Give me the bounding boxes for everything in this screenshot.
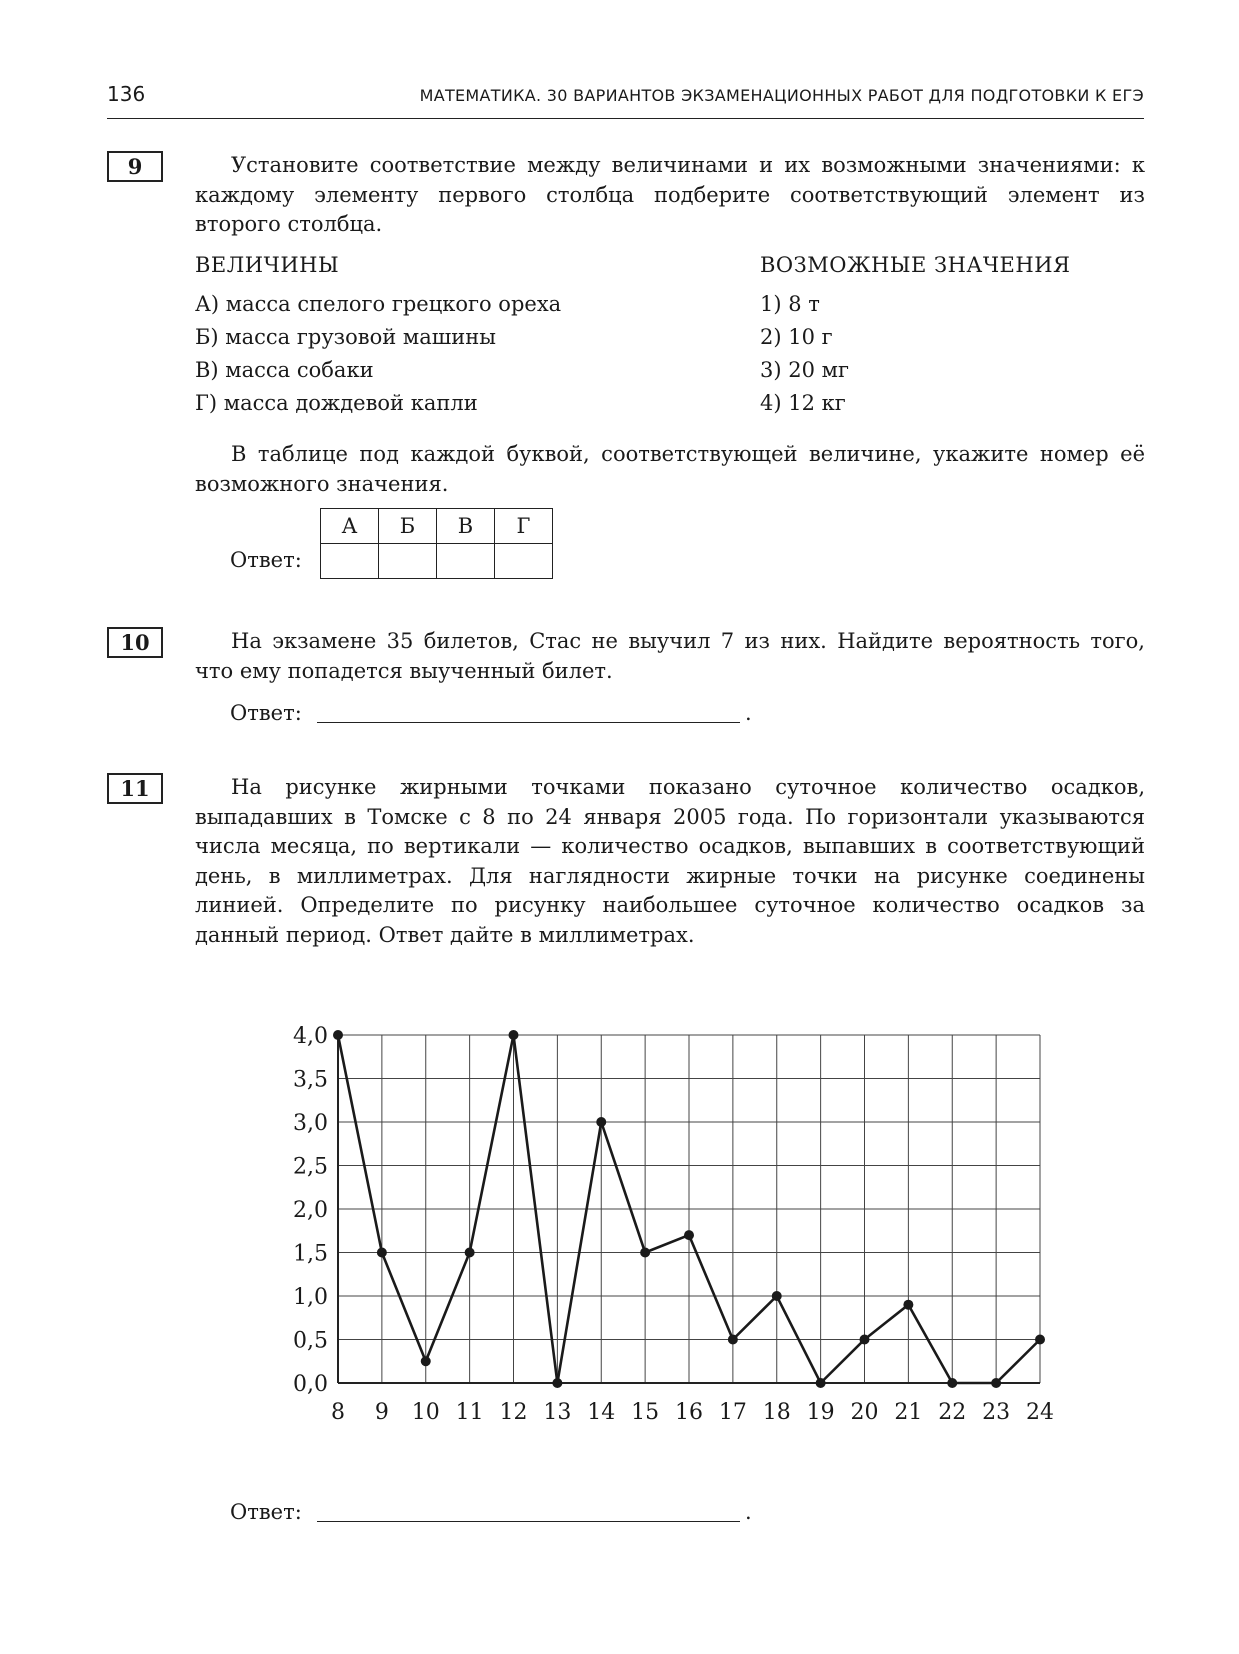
quantity-item: Б) масса грузовой машины bbox=[195, 325, 496, 349]
task-9-answer-label: Ответ: bbox=[230, 548, 302, 572]
x-tick-label: 8 bbox=[331, 1400, 345, 1425]
task-9-number: 9 bbox=[107, 151, 163, 182]
y-tick-label: 2,0 bbox=[293, 1198, 328, 1223]
task-11-number: 11 bbox=[107, 773, 163, 804]
x-tick-label: 12 bbox=[499, 1400, 528, 1425]
value-item: 4) 12 кг bbox=[760, 391, 846, 415]
x-tick-label: 17 bbox=[718, 1400, 747, 1425]
value-item: 3) 20 мг bbox=[760, 358, 849, 382]
answer-column-letter: Б bbox=[379, 509, 437, 544]
data-point bbox=[903, 1300, 913, 1310]
x-tick-label: 9 bbox=[374, 1400, 389, 1425]
y-tick-label: 1,5 bbox=[293, 1241, 328, 1267]
quantity-item: Г) масса дождевой капли bbox=[195, 391, 478, 415]
y-tick-labels bbox=[293, 1024, 328, 1397]
task-10-text: На экзамене 35 билетов, Стас не выучил 7 из них. Найдите вероятность того, что ему попадется выученный билет. bbox=[195, 629, 1145, 683]
x-tick-label: 23 bbox=[982, 1400, 1011, 1425]
data-point bbox=[465, 1248, 475, 1258]
y-tick-label: 2,5 bbox=[293, 1154, 328, 1180]
task-11-answer-line[interactable] bbox=[317, 1521, 740, 1522]
chart-grid bbox=[338, 1035, 1040, 1383]
x-tick-label: 16 bbox=[675, 1400, 703, 1425]
x-tick-label: 24 bbox=[1026, 1400, 1054, 1425]
data-point bbox=[421, 1356, 431, 1366]
x-tick-label: 21 bbox=[894, 1400, 923, 1425]
quantity-item: В) масса собаки bbox=[195, 358, 374, 382]
quantity-item: А) масса спелого грецкого ореха bbox=[195, 292, 562, 316]
data-point bbox=[596, 1117, 606, 1127]
data-point bbox=[860, 1335, 870, 1345]
x-tick-label: 14 bbox=[587, 1400, 616, 1425]
x-tick-label: 20 bbox=[850, 1400, 879, 1425]
y-tick-label: 0,0 bbox=[293, 1372, 328, 1397]
data-point bbox=[728, 1335, 738, 1345]
x-tick-label: 22 bbox=[938, 1400, 967, 1425]
value-item: 2) 10 г bbox=[760, 325, 833, 349]
task-11-answer-period: . bbox=[745, 1500, 752, 1524]
value-item: 1) 8 т bbox=[760, 292, 820, 316]
page-number: 136 bbox=[107, 82, 146, 106]
quantities-header: ВЕЛИЧИНЫ bbox=[195, 253, 340, 277]
values-header: ВОЗМОЖНЫЕ ЗНАЧЕНИЯ bbox=[760, 253, 1071, 277]
task-9-instruction: В таблице под каждой буквой, соответствующей величине, укажите номер её возможного значения. bbox=[195, 442, 1145, 496]
data-point bbox=[772, 1291, 782, 1301]
data-point bbox=[684, 1230, 694, 1240]
answer-column-letter: В bbox=[437, 509, 495, 544]
data-point bbox=[377, 1248, 387, 1258]
x-tick-label: 18 bbox=[762, 1400, 791, 1425]
book-title: МАТЕМАТИКА. 30 ВАРИАНТОВ ЭКЗАМЕНАЦИОННЫХ РАБОТ ДЛЯ ПОДГОТОВКИ К ЕГЭ bbox=[419, 86, 1144, 105]
y-tick-label: 3,5 bbox=[293, 1067, 328, 1093]
y-tick-label: 1,0 bbox=[293, 1285, 328, 1310]
task-10-number: 10 bbox=[107, 627, 163, 658]
data-point bbox=[1035, 1335, 1045, 1345]
data-point bbox=[816, 1378, 826, 1388]
x-tick-label: 15 bbox=[631, 1400, 660, 1425]
x-tick-labels bbox=[331, 1400, 1054, 1425]
data-point bbox=[640, 1248, 650, 1258]
data-point bbox=[552, 1378, 562, 1388]
data-point bbox=[991, 1378, 1001, 1388]
x-tick-label: 19 bbox=[806, 1400, 835, 1425]
y-tick-label: 3,0 bbox=[293, 1111, 328, 1136]
answer-column-letter: Г bbox=[495, 509, 553, 544]
y-tick-label: 4,0 bbox=[293, 1024, 328, 1049]
task-9-intro: Установите соответствие между величинами и их возможными значениями: к каждому элементу первого столбца подберите соответствующий элемент из второго столбца. bbox=[195, 153, 1145, 236]
data-point bbox=[509, 1030, 519, 1040]
task-10-answer-period: . bbox=[745, 701, 752, 725]
y-tick-label: 0,5 bbox=[293, 1328, 328, 1354]
task-11-answer-label: Ответ: bbox=[230, 1500, 302, 1524]
task-11-text: На рисунке жирными точками показано суточное количество осадков, выпадавших в Томске с 8 по 24 января 2005 года. По горизонтали указываются числа месяца, по вертикали — количество осадков, выпавших в соответствующий день, в миллиметрах. Для наглядности жирные точки на рисунке соединены линией. Определите по рисунку наибольшее суточное количество осадков за данный период. Ответ дайте в миллиметрах. bbox=[195, 775, 1145, 947]
x-tick-label: 11 bbox=[455, 1400, 484, 1425]
x-tick-label: 10 bbox=[411, 1400, 440, 1425]
data-point bbox=[947, 1378, 957, 1388]
answer-column-letter: А bbox=[321, 509, 379, 544]
data-point bbox=[333, 1030, 343, 1040]
task-10-answer-label: Ответ: bbox=[230, 701, 302, 725]
x-tick-label: 13 bbox=[543, 1400, 572, 1425]
